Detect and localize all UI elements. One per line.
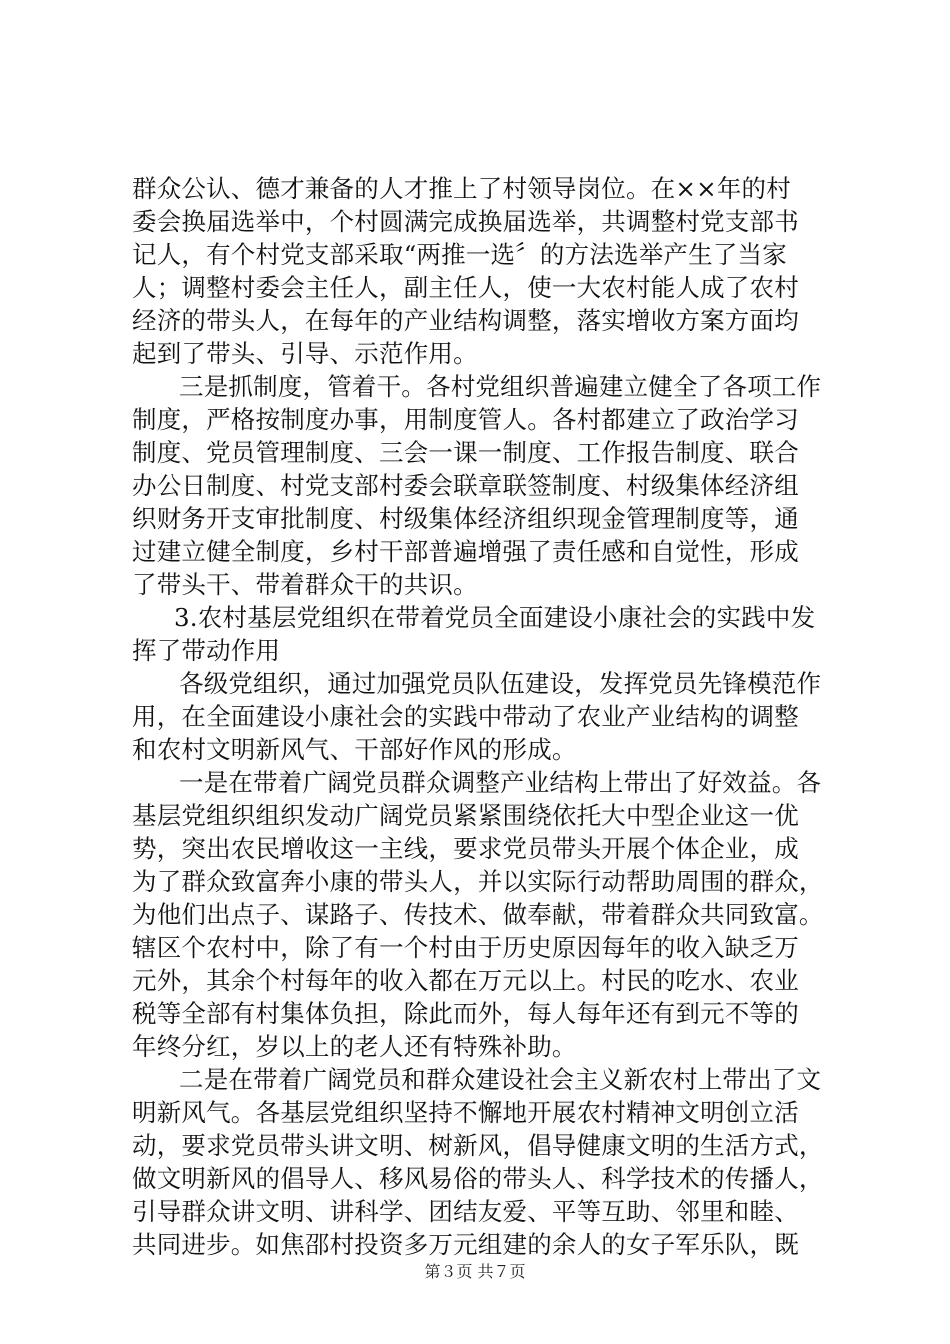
text-line: 势，突出农民增收这一主线，要求党员带头开展个体企业，成	[132, 834, 799, 863]
paragraph-start: 三是抓制度，管着干。各村党组织普遍建立健全了各项工作	[179, 372, 822, 401]
text-line: 了带头干、带着群众干的共识。	[132, 570, 478, 599]
text-line: 制度、党员管理制度、三会一课一制度、工作报告制度、联合	[132, 438, 799, 467]
paragraph-start: 一是在带着广阔党员群众调整产业结构上带出了好效益。各	[179, 768, 822, 797]
text-line: 记人，有个村党支部采取“两推一选〞的方法选举产生了当家	[132, 240, 787, 269]
text-line: 做文明新风的倡导人、移风易俗的带头人、科学技术的传播人，	[132, 1164, 824, 1193]
text-line: 共同进步。如焦邵村投资多万元组建的余人的女子军乐队，既	[132, 1230, 799, 1259]
text-line: 过建立健全制度，乡村干部普遍增强了责任感和自觉性，形成	[132, 537, 799, 566]
text-line: 基层党组织组织发动广阔党员紧紧围绕依托大中型企业这一优	[132, 801, 799, 830]
text-line: 元外，其余个村每年的收入都在万元以上。村民的吃水、农业	[132, 966, 799, 995]
text-line: 人；调整村委会主任人，副主任人，使一大农村能人成了农村	[132, 273, 799, 302]
section-heading-continued: 挥了带动作用	[132, 636, 281, 665]
text-line: 为了群众致富奔小康的带头人，并以实际行动帮助周围的群众，	[132, 867, 824, 896]
text-line: 和农村文明新风气、干部好作风的形成。	[132, 735, 577, 764]
paragraph-start: 各级党组织，通过加强党员队伍建设，发挥党员先锋模范作	[179, 669, 822, 698]
text-line: 动，要求党员带头讲文明、树新风，倡导健康文明的生活方式，	[132, 1131, 824, 1160]
text-line: 经济的带头人，在每年的产业结构调整，落实增收方案方面均	[132, 306, 799, 335]
text-line: 制度，严格按制度办事，用制度管人。各村都建立了政治学习	[132, 405, 799, 434]
text-line: 为他们出点子、谋路子、传技术、做奉献，带着群众共同致富。	[132, 900, 824, 929]
text-line: 税等全部有村集体负担，除此而外，每人每年还有到元不等的	[132, 999, 799, 1028]
text-line: 辖区个农村中，除了有一个村由于历史原因每年的收入缺乏万	[132, 933, 799, 962]
document-body	[132, 172, 832, 1261]
text-line: 办公日制度、村党支部村委会联章联签制度、村级集体经济组	[132, 471, 799, 500]
text-line: 起到了带头、引导、示范作用。	[132, 339, 478, 368]
text-line: 委会换届选举中，个村圆满完成换届选举，共调整村党支部书	[132, 207, 799, 236]
text-line: 明新风气。各基层党组织坚持不懈地开展农村精神文明创立活	[132, 1098, 799, 1127]
text-line: 用，在全面建设小康社会的实践中带动了农业产业结构的调整	[132, 702, 799, 731]
text-line: 年终分红，岁以上的老人还有特殊补助。	[132, 1032, 577, 1061]
page-number-footer: 第３页 共７页	[424, 1262, 526, 1281]
paragraph-start: 二是在带着广阔党员和群众建设社会主义新农村上带出了文	[179, 1065, 822, 1094]
section-heading: 3.农村基层党组织在带着党员全面建设小康社会的实践中发	[174, 603, 816, 632]
text-line: 群众公认、德才兼备的人才推上了村领导岗位。在××年的村	[132, 174, 791, 203]
text-line: 引导群众讲文明、讲科学、团结友爱、平等互助、邻里和睦、	[132, 1197, 799, 1226]
text-line: 织财务开支审批制度、村级集体经济组织现金管理制度等，通	[132, 504, 799, 533]
